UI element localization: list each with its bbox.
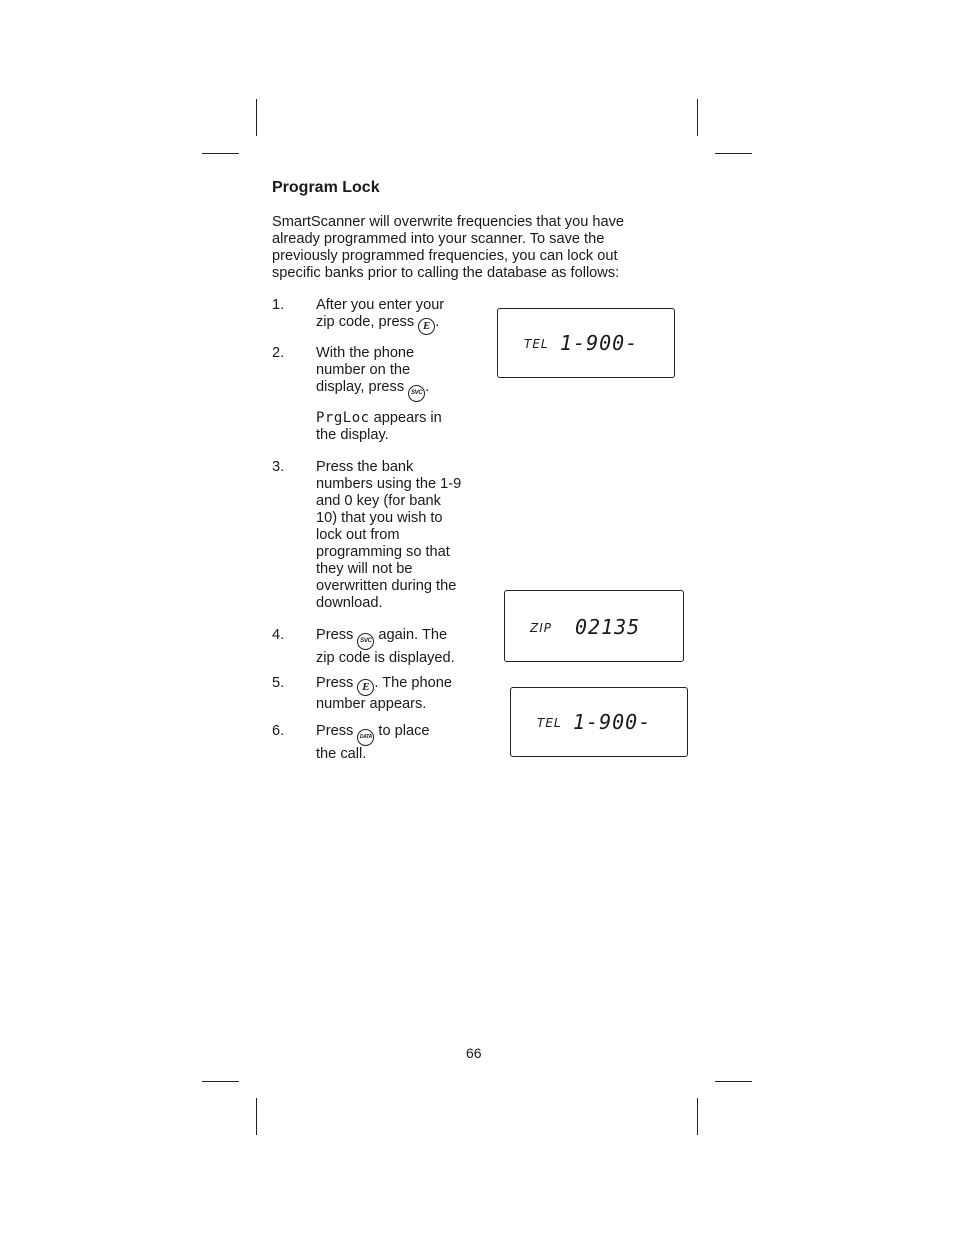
crop-mark [697, 1098, 698, 1135]
lcd-label: ZIP [530, 621, 552, 635]
lcd-word: PrgLoc [316, 410, 370, 426]
page-number: 66 [466, 1045, 482, 1061]
crop-mark [202, 1081, 239, 1082]
lcd-label: TEL [537, 716, 562, 730]
svc-key-icon: SVC [408, 385, 425, 402]
lcd-label: TEL [524, 337, 549, 351]
e-key-icon: E [357, 679, 374, 696]
lcd-display-phone [497, 308, 675, 378]
crop-mark [256, 99, 257, 136]
svc-key-icon: SVC [357, 633, 374, 650]
section-heading: Program Lock [272, 179, 380, 196]
crop-mark [715, 153, 752, 154]
lcd-value: 1-900- [560, 331, 639, 355]
crop-mark [715, 1081, 752, 1082]
crop-mark [697, 99, 698, 136]
intro-paragraph: SmartScanner will overwrite frequencies that you have already programmed into your scanner. To save the previously programmed frequencies, you can lock out specific banks prior to calling the database as follows: [272, 214, 625, 281]
crop-mark [256, 1098, 257, 1135]
crop-mark [202, 153, 239, 154]
lcd-value: 1-900- [573, 710, 652, 734]
lcd-display-phone-2 [510, 687, 688, 757]
data-key-icon: DATA [357, 729, 374, 746]
e-key-icon: E [418, 318, 435, 335]
lcd-value: 02135 [575, 615, 641, 639]
lcd-display-zip [504, 590, 684, 662]
